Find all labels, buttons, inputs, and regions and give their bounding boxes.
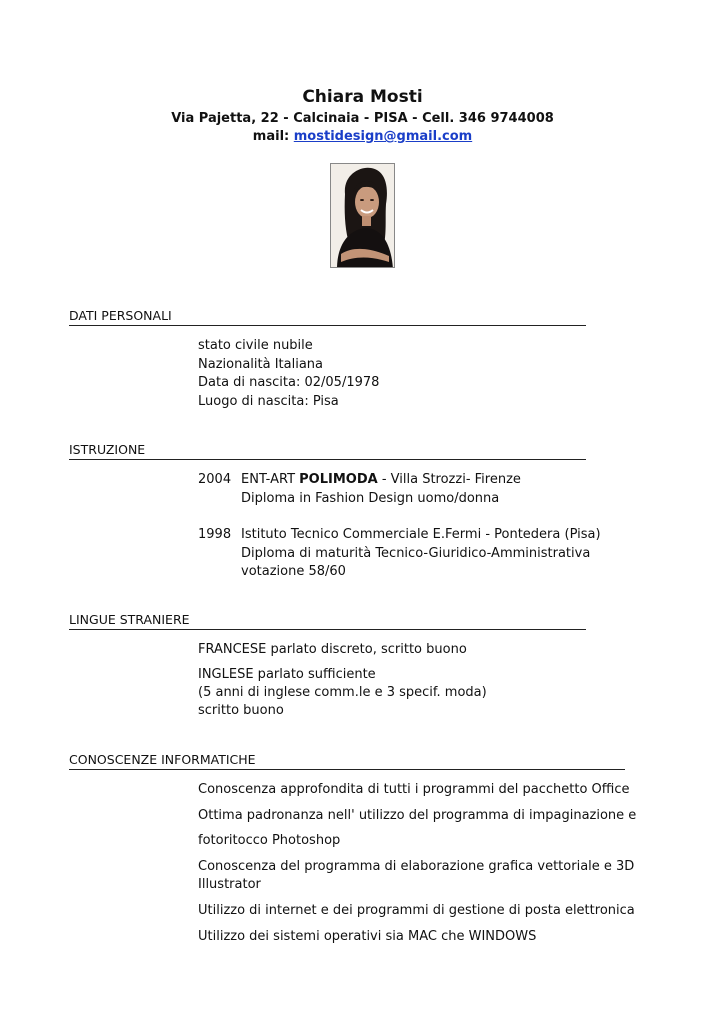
it-skill-line: Illustrator bbox=[198, 877, 261, 892]
contact-mail bbox=[0, 128, 725, 145]
section-title-informatica: CONOSCENZE INFORMATICHE bbox=[69, 752, 625, 770]
education-diploma: Diploma di maturità Tecnico-Giuridico-Amministrativa bbox=[241, 545, 591, 561]
personal-info-line: Luogo di nascita: Pisa bbox=[198, 393, 339, 409]
education-school: Istituto Tecnico Commerciale E.Fermi - Pontedera (Pisa) bbox=[241, 527, 601, 542]
school-name-bold: POLIMODA bbox=[299, 472, 378, 487]
email-link[interactable]: mostidesign@gmail.com bbox=[293, 129, 473, 144]
school-location: - Villa Strozzi- Firenze bbox=[377, 472, 521, 487]
it-skill-line: fotoritocco Photoshop bbox=[198, 833, 341, 848]
education-grade: votazione 58/60 bbox=[241, 564, 346, 579]
school-prefix: ENT-ART bbox=[241, 472, 300, 487]
it-skill-line: Conoscenza approfondita di tutti i programmi del pacchetto Office bbox=[198, 782, 630, 797]
section-title-dati-personali: DATI PERSONALI bbox=[69, 308, 586, 326]
personal-info-line: Data di nascita: 02/05/1978 bbox=[198, 375, 380, 390]
education-year: 1998 bbox=[198, 527, 232, 542]
it-skill-line: Utilizzo dei sistemi operativi sia MAC che WINDOWS bbox=[198, 929, 537, 944]
education-diploma: Diploma in Fashion Design uomo/donna bbox=[241, 490, 500, 506]
it-skill-line: Ottima padronanza nell' utilizzo del programma di impaginazione e bbox=[198, 808, 637, 823]
contact-address: Via Pajetta, 22 - Calcinaia - PISA - Cell. 346 9744008 bbox=[171, 111, 554, 126]
language-english-detail: (5 anni di inglese comm.le e 3 specif. moda) bbox=[198, 685, 487, 700]
education-year: 2004 bbox=[198, 472, 232, 487]
it-skill-line: Utilizzo di internet e dei programmi di gestione di posta elettronica bbox=[198, 903, 635, 918]
language-english: INGLESE parlato sufficiente bbox=[198, 667, 376, 682]
language-english-written: scritto buono bbox=[198, 703, 284, 718]
section-title-lingue: LINGUE STRANIERE bbox=[69, 612, 586, 630]
mail-label: mail: bbox=[252, 129, 294, 144]
it-skill-line: Conoscenza del programma di elaborazione grafica vettoriale e 3D bbox=[198, 859, 635, 874]
personal-info-line: stato civile nubile bbox=[198, 338, 313, 353]
portrait-illustration bbox=[331, 164, 395, 268]
education-school bbox=[241, 471, 521, 490]
profile-photo bbox=[330, 163, 395, 268]
personal-info-line: Nazionalità Italiana bbox=[198, 356, 323, 372]
language-french: FRANCESE parlato discreto, scritto buono bbox=[198, 642, 467, 657]
candidate-name: Chiara Mosti bbox=[302, 87, 423, 107]
section-title-istruzione: ISTRUZIONE bbox=[69, 442, 586, 460]
